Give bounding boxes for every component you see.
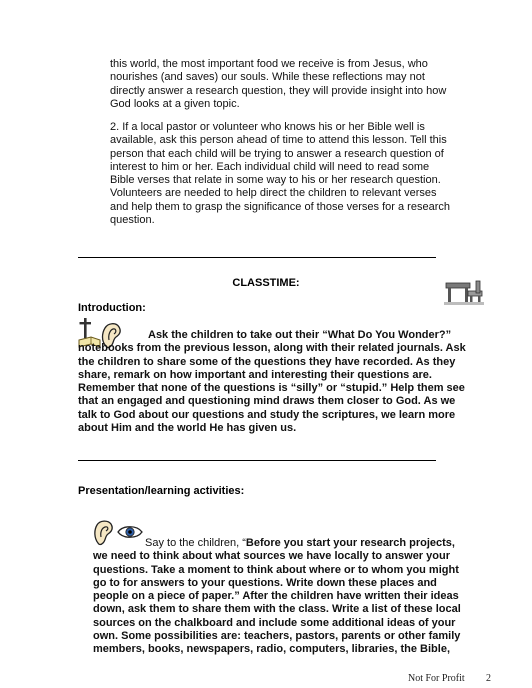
page-number: 2: [486, 673, 491, 684]
body-paragraph-2: 2. If a local pastor or volunteer who knows his or her Bible well is available, ask this person ahead of time to attend this lesson. Tell this person that each child will be trying to answer a research question of interest to him or her. Each individual child will need to read some Bible verses that relate in some way to his or her research question. Volunteers are needed to help direct the children to relevant verses and help them to grasp the significance of those verses for a research question.: [110, 121, 450, 227]
footer-text: Not For Profit: [408, 673, 465, 684]
school-desk-icon: [442, 279, 486, 307]
classtime-title: CLASSTIME:: [232, 277, 300, 289]
introduction-text: Ask the children to take out their “What Do You Wonder?” notebooks from the previous lesson, along with their related journals. Ask the children to share some of the questions they have recorded. As they share, remark on how important and interesting their questions are. Remember that none of the questions is “silly” or “stupid.” Help them see that an engaged and questioning mind draws them closer to God. As we talk to God about our questions and study the scriptures, we learn more about Him and the world He has given us.: [78, 329, 466, 435]
introduction-heading: Introduction:: [78, 302, 146, 314]
body-paragraph-1: this world, the most important food we receive is from Jesus, who nourishes (and saves) our souls. While these reflections may not directly answer a research question, they will provide insight into how God looks at a given topic.: [110, 58, 447, 110]
presentation-heading: Presentation/learning activities:: [78, 485, 245, 497]
presentation-text: Say to the children, “Before you start your research projects, we need to think about what sources we have locally to answer your questions. Take a moment to think about where or to whom you might go to for answers to your questions. Write down these places and people on a piece of paper.” After the children have written their ideas down, ask them to share them with the class. Write a list of these local sources on the chalkboard and include some additional ideas of your own. Some possibilities are: teachers, pastors, parents or other family members, books, newspapers, radio, computers, libraries, the Bible,: [93, 537, 461, 656]
section-divider: [78, 460, 436, 461]
section-divider: [78, 257, 436, 258]
